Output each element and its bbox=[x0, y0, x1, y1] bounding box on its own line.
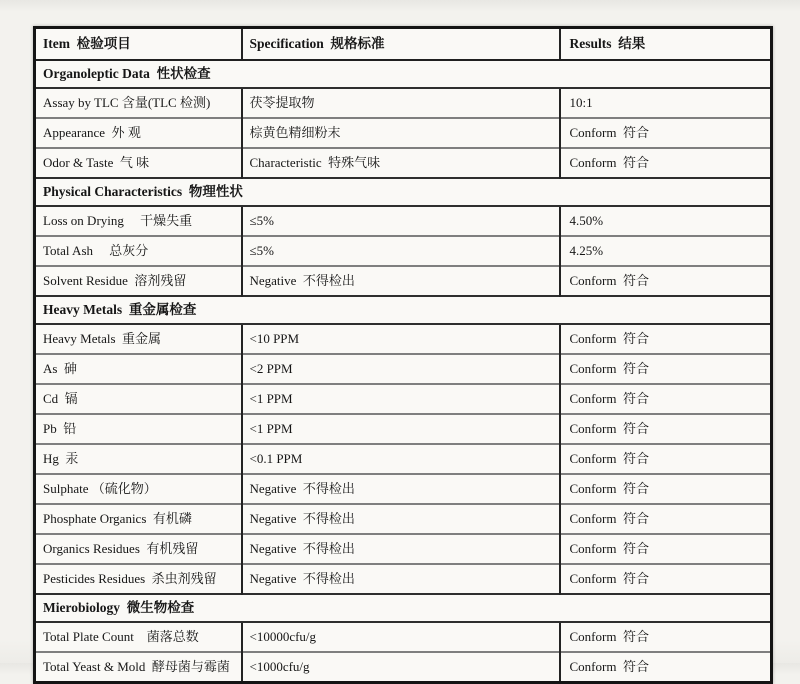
spec-cell: 茯苓提取物 bbox=[242, 88, 560, 118]
coa-table-body bbox=[35, 60, 772, 683]
spec-cell: <10 PPM bbox=[242, 324, 560, 354]
item-cell: As 砷 bbox=[35, 354, 242, 384]
section-row bbox=[35, 296, 772, 324]
result-cell: Conform 符合 bbox=[560, 354, 772, 384]
section-row bbox=[35, 60, 772, 88]
item-cell: Total Yeast & Mold 酵母菌与霉菌 bbox=[35, 652, 242, 683]
spec-cell: <1 PPM bbox=[242, 414, 560, 444]
table-row bbox=[35, 384, 772, 414]
item-cell: Total Plate Count 菌落总数 bbox=[35, 622, 242, 652]
table-row bbox=[35, 118, 772, 148]
item-cell: Assay by TLC 含量(TLC 检测) bbox=[35, 88, 242, 118]
table-row bbox=[35, 534, 772, 564]
result-cell: Conform 符合 bbox=[560, 504, 772, 534]
result-cell: 4.50% bbox=[560, 206, 772, 236]
result-cell: 4.25% bbox=[560, 236, 772, 266]
item-cell: Loss on Drying 干燥失重 bbox=[35, 206, 242, 236]
item-cell: Pesticides Residues 杀虫剂残留 bbox=[35, 564, 242, 594]
section-label: Organoleptic Data 性状检查 bbox=[35, 60, 772, 88]
col-header-specification: Specification 规格标准 bbox=[242, 28, 560, 61]
table-row bbox=[35, 652, 772, 683]
spec-cell: <1000cfu/g bbox=[242, 652, 560, 683]
spec-cell: ≤5% bbox=[242, 206, 560, 236]
item-cell: Appearance 外 观 bbox=[35, 118, 242, 148]
item-cell: Phosphate Organics 有机磷 bbox=[35, 504, 242, 534]
item-cell: Solvent Residue 溶剂残留 bbox=[35, 266, 242, 296]
result-cell: Conform 符合 bbox=[560, 414, 772, 444]
section-label: Physical Characteristics 物理性状 bbox=[35, 178, 772, 206]
table-row bbox=[35, 88, 772, 118]
section-row bbox=[35, 594, 772, 622]
table-row bbox=[35, 414, 772, 444]
header-row bbox=[35, 28, 772, 61]
spec-cell: 棕黄色精细粉末 bbox=[242, 118, 560, 148]
section-row bbox=[35, 178, 772, 206]
table-row bbox=[35, 504, 772, 534]
item-cell: Sulphate （硫化物） bbox=[35, 474, 242, 504]
spec-cell: Negative 不得检出 bbox=[242, 266, 560, 296]
spec-cell: Characteristic 特殊气味 bbox=[242, 148, 560, 178]
result-cell: Conform 符合 bbox=[560, 266, 772, 296]
result-cell: Conform 符合 bbox=[560, 474, 772, 504]
table-row bbox=[35, 564, 772, 594]
section-label: Mierobiology 微生物检查 bbox=[35, 594, 772, 622]
col-header-results: Results 结果 bbox=[560, 28, 772, 61]
spec-cell: Negative 不得检出 bbox=[242, 564, 560, 594]
table-row bbox=[35, 206, 772, 236]
item-cell: Total Ash 总灰分 bbox=[35, 236, 242, 266]
item-cell: Heavy Metals 重金属 bbox=[35, 324, 242, 354]
item-cell: Odor & Taste 气 味 bbox=[35, 148, 242, 178]
result-cell: Conform 符合 bbox=[560, 534, 772, 564]
spec-cell: Negative 不得检出 bbox=[242, 474, 560, 504]
result-cell: Conform 符合 bbox=[560, 384, 772, 414]
result-cell: Conform 符合 bbox=[560, 564, 772, 594]
col-header-item: Item 检验项目 bbox=[35, 28, 242, 61]
table-row bbox=[35, 236, 772, 266]
item-cell: Cd 镉 bbox=[35, 384, 242, 414]
spec-cell: Negative 不得检出 bbox=[242, 504, 560, 534]
spec-cell: <10000cfu/g bbox=[242, 622, 560, 652]
result-cell: Conform 符合 bbox=[560, 118, 772, 148]
table-row bbox=[35, 324, 772, 354]
spec-cell: <2 PPM bbox=[242, 354, 560, 384]
section-label: Heavy Metals 重金属检查 bbox=[35, 296, 772, 324]
table-row bbox=[35, 266, 772, 296]
item-cell: Organics Residues 有机残留 bbox=[35, 534, 242, 564]
table-row bbox=[35, 444, 772, 474]
spec-cell: <0.1 PPM bbox=[242, 444, 560, 474]
spec-cell: <1 PPM bbox=[242, 384, 560, 414]
result-cell: Conform 符合 bbox=[560, 622, 772, 652]
item-cell: Hg 汞 bbox=[35, 444, 242, 474]
result-cell: Conform 符合 bbox=[560, 324, 772, 354]
table-row bbox=[35, 622, 772, 652]
coa-table bbox=[33, 26, 773, 684]
result-cell: 10:1 bbox=[560, 88, 772, 118]
table-row bbox=[35, 474, 772, 504]
table-row bbox=[35, 148, 772, 178]
coa-table-head bbox=[35, 28, 772, 61]
table-row bbox=[35, 354, 772, 384]
result-cell: Conform 符合 bbox=[560, 652, 772, 683]
spec-cell: ≤5% bbox=[242, 236, 560, 266]
item-cell: Pb 铅 bbox=[35, 414, 242, 444]
result-cell: Conform 符合 bbox=[560, 444, 772, 474]
result-cell: Conform 符合 bbox=[560, 148, 772, 178]
spec-cell: Negative 不得检出 bbox=[242, 534, 560, 564]
